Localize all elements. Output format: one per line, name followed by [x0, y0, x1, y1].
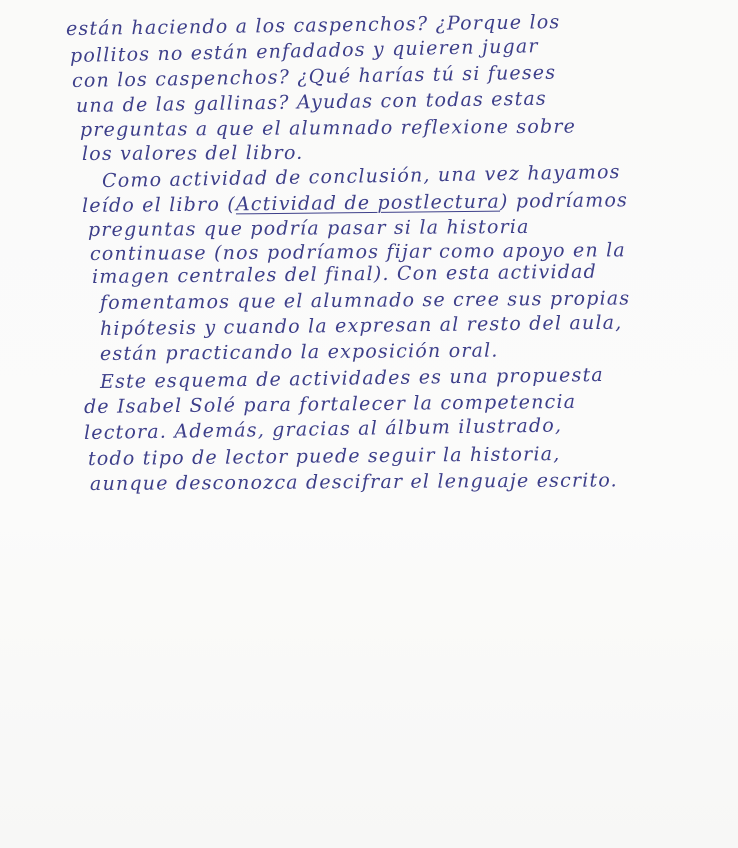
text-line: todo tipo de lector puede seguir la historia,	[87, 443, 561, 470]
text-line: pollitos no están enfadados y quieren jugar	[69, 35, 539, 67]
text-segment: ) podríamos	[499, 189, 629, 213]
underlined-phrase: Actividad de postlectura	[235, 190, 501, 216]
text-line-with-underline	[82, 189, 628, 217]
text-line: una de las gallinas? Ayudas con todas estas	[75, 87, 548, 117]
text-line: están practicando la exposición oral.	[99, 339, 499, 365]
text-line: aunque desconozca descifrar el lenguaje escrito.	[89, 469, 618, 495]
text-line: Como actividad de conclusión, una vez hayamos	[101, 160, 621, 192]
text-line: preguntas que podría pasar si la historia	[87, 215, 530, 241]
text-line: los valores del libro.	[81, 141, 304, 165]
text-line: están haciendo a los caspenchos? ¿Porque los	[65, 11, 561, 40]
text-line: hipótesis y cuando la expresan al resto del aula,	[99, 311, 623, 340]
text-line: lectora. Además, gracias al álbum ilustrado,	[83, 414, 563, 444]
text-line: Este esquema de actividades es una propuesta	[99, 363, 605, 393]
text-line: imagen centrales del final). Con esta actividad	[91, 260, 598, 288]
text-line: fomentamos que el alumnado se cree sus propias	[99, 287, 631, 314]
text-line: de Isabel Solé para fortalecer la competencia	[83, 390, 577, 418]
text-line: con los caspenchos? ¿Qué harías tú si fueses	[71, 61, 557, 92]
text-line: preguntas a que el alumnado reflexione sobre	[79, 115, 577, 141]
text-segment: leído el libro (	[81, 193, 236, 217]
text-line: continuase (nos podríamos fijar como apoyo en la	[89, 239, 627, 265]
